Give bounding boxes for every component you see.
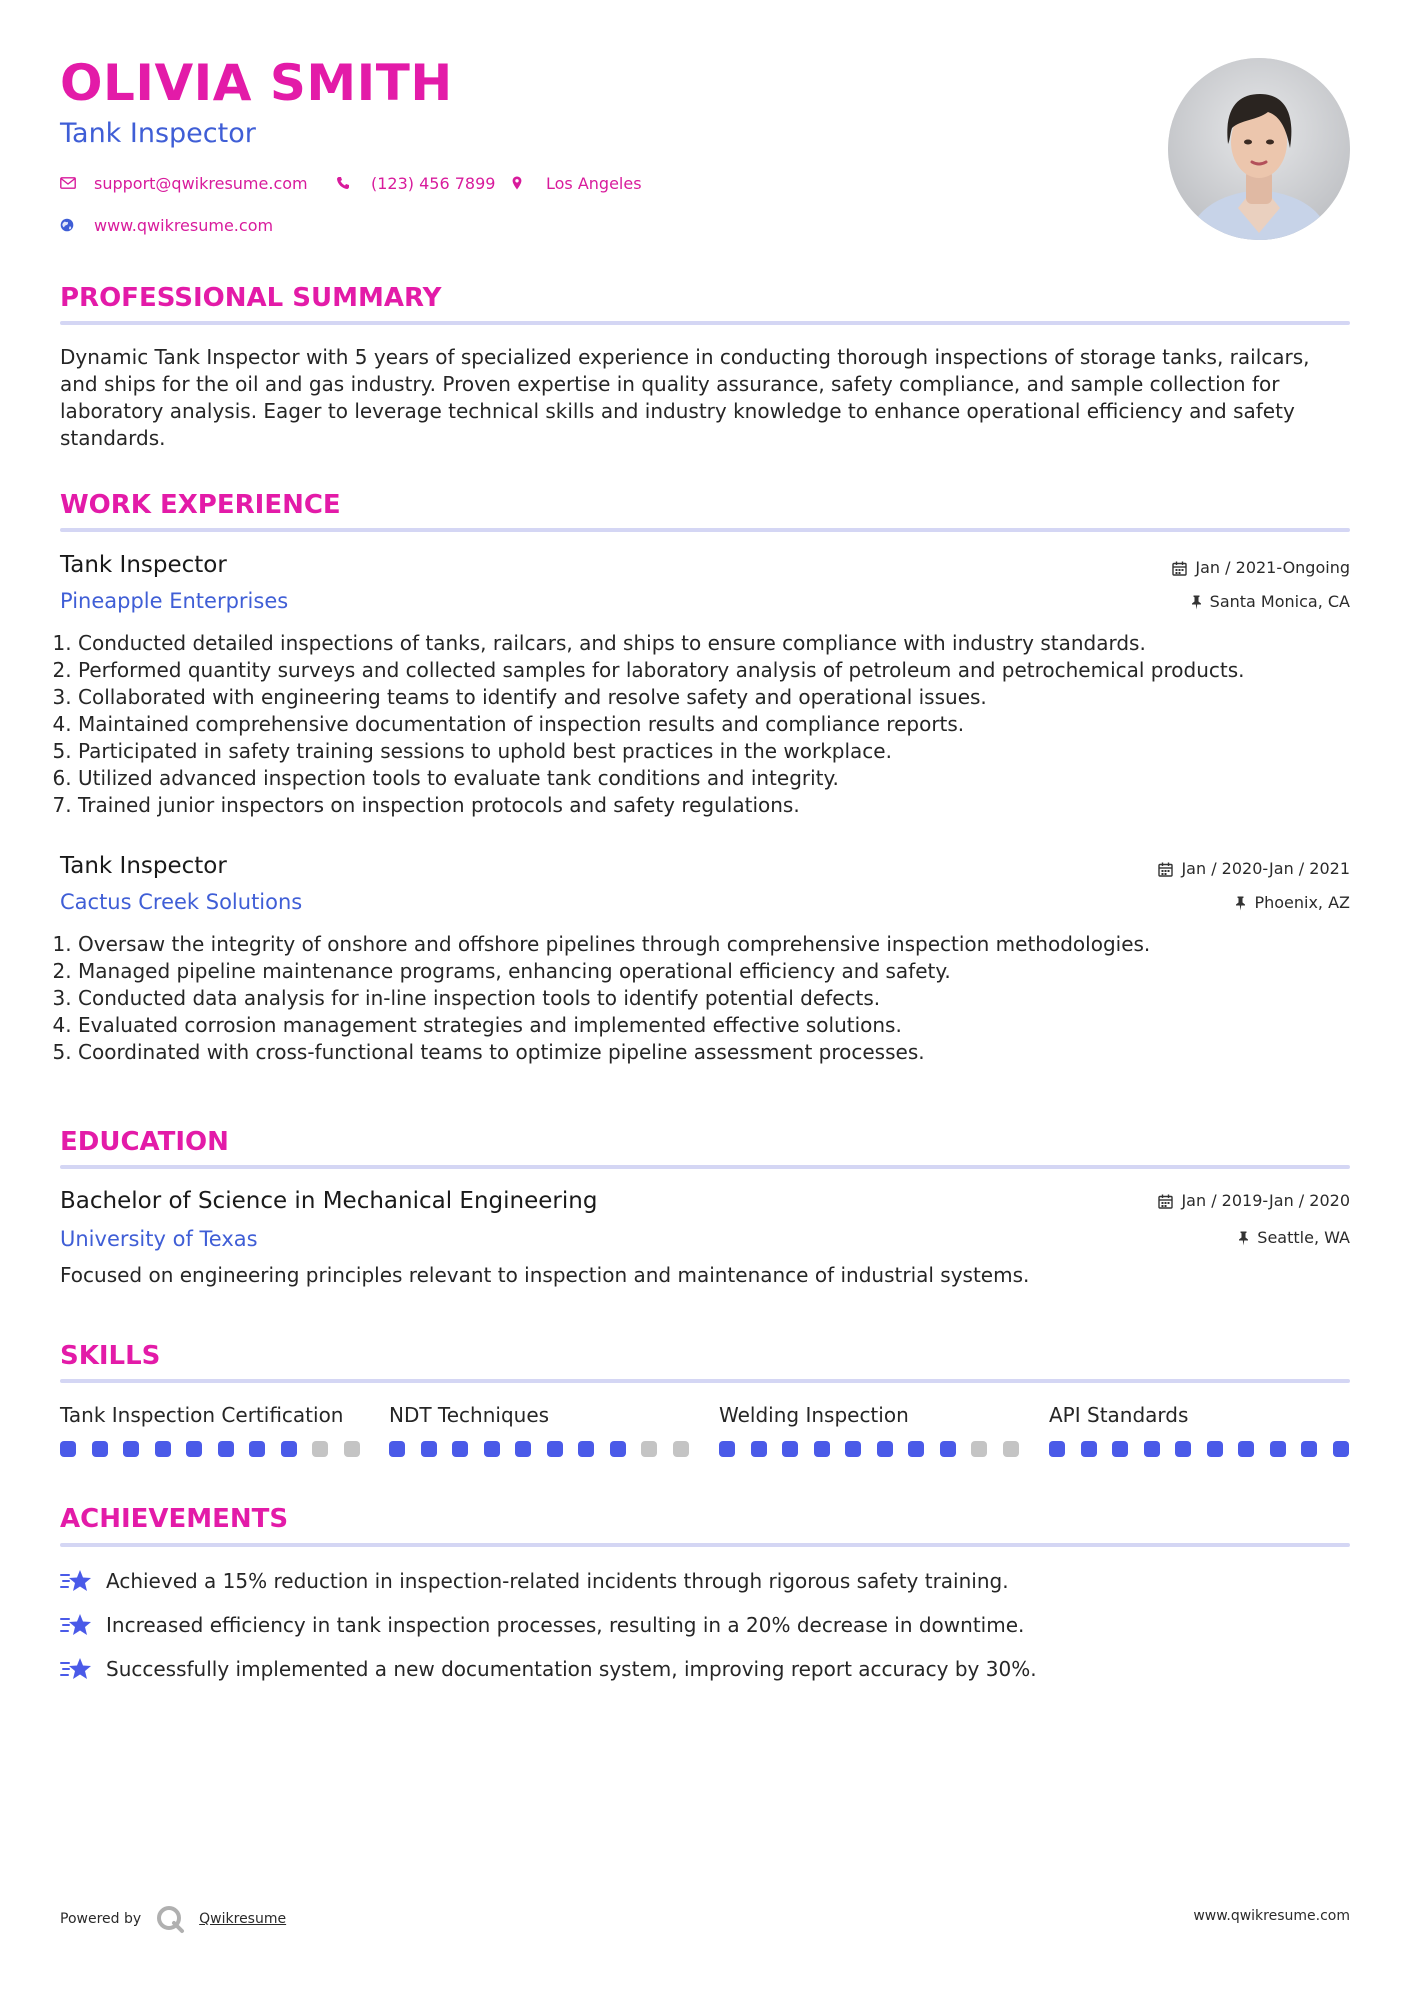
company-name: Cactus Creek Solutions — [60, 890, 303, 914]
star-icon — [60, 1656, 92, 1682]
qwikresume-link[interactable]: Qwikresume — [199, 1911, 287, 1927]
list-item: 1. Conducted detailed inspections of tanks, railcars, and ships to ensure compliance with industry standards. — [78, 630, 1245, 657]
education-dates — [1158, 1193, 1350, 1209]
skill-dot-filled — [578, 1441, 594, 1457]
education-location — [1238, 1230, 1350, 1246]
skill-dot-filled — [249, 1441, 265, 1457]
list-item: 3. Collaborated with engineering teams to identify and resolve safety and operational issues. — [78, 684, 1245, 711]
skill-dot-filled — [610, 1441, 626, 1457]
skill-dot-filled — [92, 1441, 108, 1457]
skill-dot-filled — [1301, 1441, 1317, 1457]
skill-dot-filled — [421, 1441, 437, 1457]
skill-dot-filled — [814, 1441, 830, 1457]
envelope-icon — [60, 177, 76, 189]
section-divider — [60, 321, 1350, 325]
section-title-experience: WORK EXPERIENCE — [60, 490, 341, 520]
skill-name: Welding Inspection — [719, 1403, 909, 1427]
footer-website[interactable]: www.qwikresume.com — [1193, 1908, 1350, 1924]
list-item: 4. Maintained comprehensive documentation of inspection results and compliance reports. — [78, 711, 1245, 738]
calendar-icon — [1172, 561, 1187, 576]
section-divider — [60, 1379, 1350, 1383]
skill-dot-filled — [60, 1441, 76, 1457]
section-divider — [60, 1543, 1350, 1547]
skill-dot-filled — [484, 1441, 500, 1457]
achievement-item — [60, 1568, 1009, 1594]
location-text: Los Angeles — [546, 174, 642, 193]
job-duties-list — [54, 931, 1150, 1066]
contact-location — [512, 176, 652, 196]
profile-photo — [1168, 58, 1350, 240]
skill-rating — [719, 1441, 1019, 1457]
skill-dot-empty — [971, 1441, 987, 1457]
job-dates — [1158, 861, 1350, 877]
skill-dot-filled — [1207, 1441, 1223, 1457]
globe-icon — [60, 218, 74, 232]
list-item: 7. Trained junior inspectors on inspection protocols and safety regulations. — [78, 792, 1245, 819]
section-divider — [60, 1165, 1350, 1169]
section-title-skills: SKILLS — [60, 1341, 161, 1371]
calendar-icon — [1158, 1194, 1173, 1209]
powered-by-label: Powered by — [60, 1911, 142, 1927]
summary-text: Dynamic Tank Inspector with 5 years of specialized experience in conducting thorough inspections of storage tanks, railcars, and ships for the oil and gas industry. Proven expertise in quality assurance, safety compliance, and sample collection for laboratory analysis. Eager to leverage technical skills and industry knowledge to enhance operational efficiency and safety standards. — [60, 345, 1310, 450]
dates-text: Jan / 2021-Ongoing — [1195, 558, 1350, 577]
list-item: 3. Conducted data analysis for in-line inspection tools to identify potential defects. — [78, 985, 1150, 1012]
skill-dot-filled — [1238, 1441, 1254, 1457]
skill-dot-filled — [123, 1441, 139, 1457]
job-title: Tank Inspector — [60, 853, 227, 879]
skill-dot-filled — [186, 1441, 202, 1457]
location-text: Santa Monica, CA — [1209, 592, 1350, 611]
achievement-text: Achieved a 15% reduction in inspection-related incidents through rigorous safety training. — [106, 1569, 1009, 1593]
list-item: 6. Utilized advanced inspection tools to evaluate tank conditions and integrity. — [78, 765, 1245, 792]
skill-dot-empty — [344, 1441, 360, 1457]
skill-dot-filled — [155, 1441, 171, 1457]
skill-dot-filled — [1049, 1441, 1065, 1457]
list-item: 1. Oversaw the integrity of onshore and offshore pipelines through comprehensive inspection methodologies. — [78, 931, 1150, 958]
skill-rating — [389, 1441, 689, 1457]
skill-dot-filled — [1270, 1441, 1286, 1457]
star-icon — [60, 1568, 92, 1594]
pushpin-icon — [1235, 896, 1246, 911]
section-title-achievements: ACHIEVEMENTS — [60, 1504, 289, 1534]
list-item: 4. Evaluated corrosion management strategies and implemented effective solutions. — [78, 1012, 1150, 1039]
skill-dot-filled — [751, 1441, 767, 1457]
skill-dot-filled — [389, 1441, 405, 1457]
skill-dot-empty — [673, 1441, 689, 1457]
list-item: 5. Coordinated with cross-functional teams to optimize pipeline assessment processes. — [78, 1039, 1150, 1066]
job-dates — [1172, 560, 1350, 576]
section-divider — [60, 528, 1350, 532]
phone-icon — [336, 176, 350, 190]
qwikresume-logo-icon — [155, 1904, 185, 1934]
skill-name: NDT Techniques — [389, 1403, 550, 1427]
achievement-text: Successfully implemented a new documentation system, improving report accuracy by 30%. — [106, 1657, 1037, 1681]
school-name: University of Texas — [60, 1227, 258, 1251]
candidate-title: Tank Inspector — [60, 118, 256, 149]
skill-dot-filled — [1175, 1441, 1191, 1457]
job-duties-list — [54, 630, 1245, 819]
skill-dot-filled — [1081, 1441, 1097, 1457]
skill-dot-filled — [1144, 1441, 1160, 1457]
job-title: Tank Inspector — [60, 552, 227, 578]
contact-email[interactable] — [60, 176, 340, 196]
skill-dot-empty — [1003, 1441, 1019, 1457]
skill-dot-empty — [641, 1441, 657, 1457]
portrait-image — [1168, 58, 1350, 240]
skill-dot-filled — [1112, 1441, 1128, 1457]
skill-dot-filled — [547, 1441, 563, 1457]
skill-dot-empty — [312, 1441, 328, 1457]
achievement-item — [60, 1656, 1037, 1682]
pushpin-icon — [1238, 1231, 1249, 1246]
skill-dot-filled — [218, 1441, 234, 1457]
section-title-summary: PROFESSIONAL SUMMARY — [60, 283, 442, 313]
achievement-item — [60, 1612, 1024, 1638]
skill-name: Tank Inspection Certification — [60, 1403, 344, 1427]
skill-dot-filled — [845, 1441, 861, 1457]
star-icon — [60, 1612, 92, 1638]
candidate-name: OLIVIA SMITH — [60, 54, 453, 112]
degree-title: Bachelor of Science in Mechanical Engineering — [60, 1188, 598, 1214]
email-text: support@qwikresume.com — [94, 174, 308, 193]
skill-dot-filled — [515, 1441, 531, 1457]
skill-rating — [60, 1441, 360, 1457]
list-item: 5. Participated in safety training sessions to uphold best practices in the workplace. — [78, 738, 1245, 765]
skill-dot-filled — [452, 1441, 468, 1457]
skill-rating — [1049, 1441, 1349, 1457]
skill-dot-filled — [908, 1441, 924, 1457]
contact-website[interactable] — [60, 218, 300, 238]
skill-dot-filled — [877, 1441, 893, 1457]
location-text: Seattle, WA — [1257, 1228, 1350, 1247]
contact-phone[interactable] — [336, 176, 506, 196]
dates-text: Jan / 2020-Jan / 2021 — [1181, 859, 1350, 878]
skill-dot-filled — [719, 1441, 735, 1457]
job-location — [1235, 895, 1350, 911]
footer-powered-by — [60, 1904, 286, 1934]
job-location — [1191, 594, 1350, 610]
education-description: Focused on engineering principles relevant to inspection and maintenance of industrial systems. — [60, 1263, 1030, 1287]
calendar-icon — [1158, 862, 1173, 877]
skill-dot-filled — [940, 1441, 956, 1457]
list-item: 2. Managed pipeline maintenance programs, enhancing operational efficiency and safety. — [78, 958, 1150, 985]
map-pin-icon — [512, 176, 522, 190]
location-text: Phoenix, AZ — [1254, 893, 1350, 912]
skill-dot-filled — [782, 1441, 798, 1457]
achievement-text: Increased efficiency in tank inspection processes, resulting in a 20% decrease in downtime. — [106, 1613, 1025, 1637]
section-title-education: EDUCATION — [60, 1127, 229, 1157]
dates-text: Jan / 2019-Jan / 2020 — [1181, 1191, 1350, 1210]
company-name: Pineapple Enterprises — [60, 589, 289, 613]
skill-dot-filled — [281, 1441, 297, 1457]
phone-text: (123) 456 7899 — [371, 174, 496, 193]
website-text: www.qwikresume.com — [94, 216, 274, 235]
skill-name: API Standards — [1049, 1403, 1189, 1427]
list-item: 2. Performed quantity surveys and collected samples for laboratory analysis of petroleum and petrochemical products. — [78, 657, 1245, 684]
pushpin-icon — [1191, 595, 1202, 610]
skill-dot-filled — [1333, 1441, 1349, 1457]
